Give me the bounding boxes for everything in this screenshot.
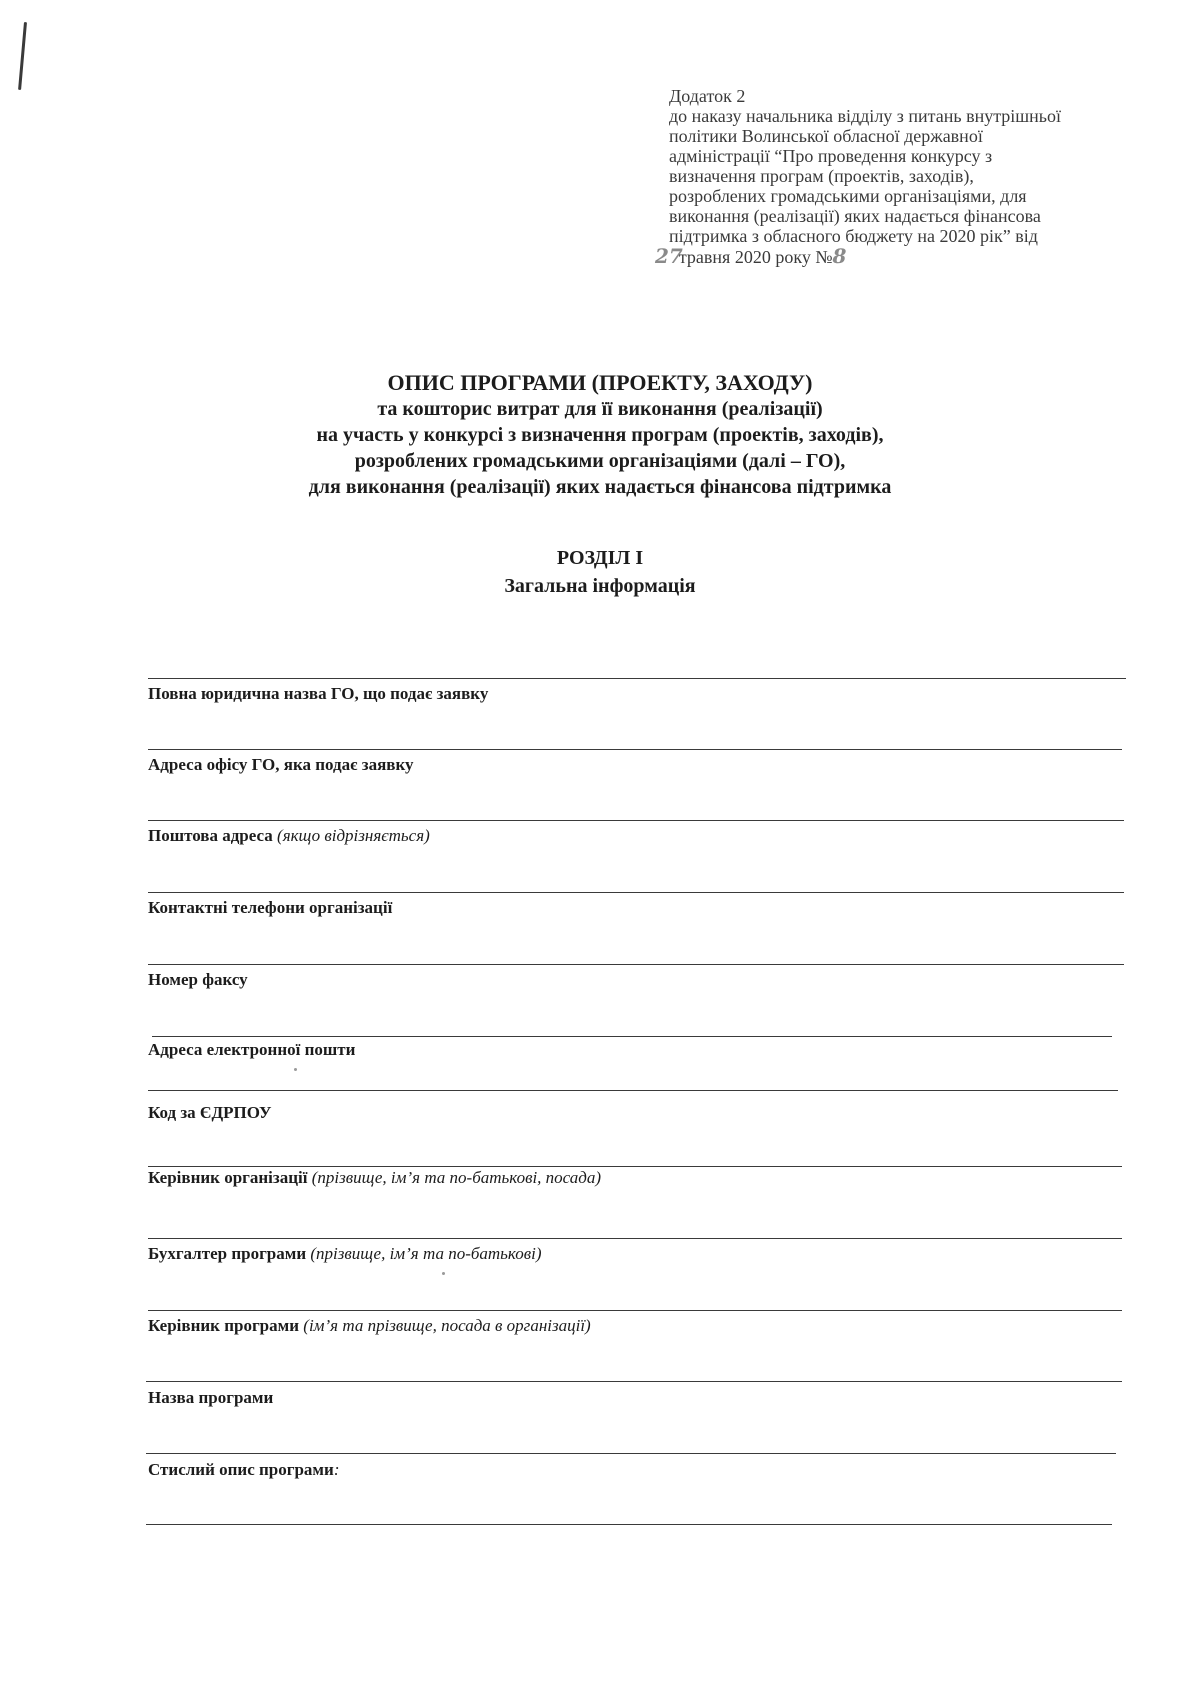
section-heading: [0, 544, 1200, 600]
form-rule: [148, 1238, 1122, 1239]
title-line: на участь у конкурсі з визначення програм (проектів, заходів),: [316, 424, 884, 446]
field-fax-number[interactable]: Номер факсу: [148, 970, 248, 989]
annex-line: Додаток 2: [669, 86, 746, 106]
form-rule: [148, 1090, 1118, 1091]
field-program-head[interactable]: Керівник програми (ім’я та прізвище, посада в організації): [148, 1316, 591, 1335]
annex-line: адміністрації “Про проведення конкурсу з: [669, 146, 993, 166]
title-line: для виконання (реалізації) яких надається фінансова підтримка: [308, 476, 892, 498]
section-subtitle: Загальна інформація: [504, 575, 696, 597]
document-title: [0, 370, 1200, 500]
annex-line: політики Волинської обласної державної: [669, 126, 983, 146]
title-line: та кошторис витрат для її виконання (реалізації): [377, 398, 823, 420]
form-rule: [148, 820, 1124, 821]
field-postal-address[interactable]: Поштова адреса (якщо відрізняється): [148, 826, 430, 845]
field-program-name[interactable]: Назва програми: [148, 1388, 274, 1407]
annex-line: розроблених громадськими організаціями, для: [669, 186, 1027, 206]
title-main: ОПИС ПРОГРАМИ (ПРОЕКТУ, ЗАХОДУ): [387, 370, 813, 395]
form-rule: [148, 964, 1124, 965]
annex-block: [655, 86, 1109, 268]
annex-line: до наказу начальника відділу з питань внутрішньої: [669, 106, 1062, 126]
field-contact-phones[interactable]: Контактні телефони організації: [148, 898, 393, 917]
field-organization-head[interactable]: Керівник організації (прізвище, ім’я та по-батькові, посада): [148, 1168, 602, 1187]
field-edrpou-code[interactable]: Код за ЄДРПОУ: [148, 1103, 272, 1122]
field-email-address[interactable]: Адреса електронної пошти: [148, 1040, 356, 1059]
form-rule: [148, 892, 1124, 893]
annex-date-text: травня 2020 року №: [678, 247, 833, 267]
form-rule: [148, 1166, 1122, 1167]
field-program-accountant[interactable]: Бухгалтер програми (прізвище, ім’я та по-батькові): [148, 1244, 542, 1263]
field-program-summary[interactable]: Стислий опис програми:: [148, 1460, 340, 1479]
section-title: РОЗДІЛ І: [556, 547, 644, 569]
form-rule: [146, 1524, 1112, 1525]
field-office-address[interactable]: Адреса офісу ГО, яка подає заявку: [148, 755, 414, 774]
form-rule: [148, 1310, 1122, 1311]
margin-pen-mark: [18, 22, 27, 90]
annex-line: визначення програм (проектів, заходів),: [669, 166, 974, 186]
form-rule: [152, 1036, 1112, 1037]
title-line: розроблених громадськими організаціями (далі – ГО),: [354, 450, 846, 472]
scan-speck: [442, 1272, 445, 1275]
form-rule: [148, 749, 1122, 750]
scan-speck: [294, 1068, 297, 1071]
field-legal-name[interactable]: Повна юридична назва ГО, що подає заявку: [148, 684, 489, 703]
handwritten-day: 27: [655, 244, 683, 268]
annex-line: підтримка з обласного бюджету на 2020 рік” від: [669, 226, 1038, 246]
annex-date-line: [655, 244, 1109, 268]
form-rule: [146, 1453, 1116, 1454]
annex-line: виконання (реалізації) яких надається фінансова: [669, 206, 1041, 226]
handwritten-order-number: 8: [832, 244, 847, 268]
form-rule: [146, 1381, 1122, 1382]
form-rule: [148, 678, 1126, 679]
